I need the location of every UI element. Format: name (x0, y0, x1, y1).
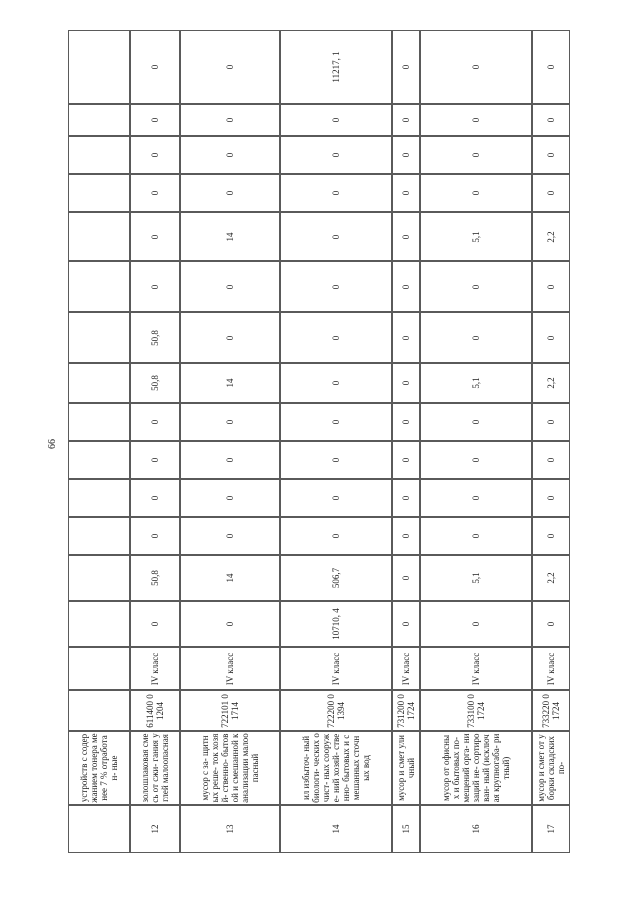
table-cell (420, 690, 532, 731)
cell-text: устройств с содержанием тонера менее 7 % отработан- ные (79, 733, 119, 803)
cell-text: 0 (471, 495, 481, 501)
cell-text: IV класс (225, 652, 235, 685)
cell-text: 0 (401, 117, 411, 123)
cell-text: 0 (225, 152, 235, 158)
cell-text: 15 (401, 824, 411, 834)
cell-text: 50,8 (150, 570, 160, 586)
table-cell (180, 601, 280, 647)
table-cell (280, 647, 392, 690)
cell-text: 0 (331, 419, 341, 425)
table-cell (130, 690, 180, 731)
table-cell (420, 441, 532, 479)
cell-text: 611400 01204 (145, 693, 165, 728)
table-cell (68, 312, 130, 363)
cell-text: 0 (225, 457, 235, 463)
table-cell (180, 312, 280, 363)
table-cell (532, 555, 570, 601)
cell-text: IV класс (471, 652, 481, 685)
table-cell (180, 174, 280, 212)
table-cell (68, 479, 130, 517)
cell-text: 0 (225, 284, 235, 289)
table-cell (130, 30, 180, 104)
table-cell (130, 261, 180, 312)
cell-text: 0 (225, 190, 235, 196)
cell-text: 0 (471, 152, 481, 158)
cell-text: 0 (546, 152, 556, 158)
cell-text: 0 (471, 533, 481, 539)
table-cell (130, 104, 180, 136)
table-cell (68, 601, 130, 647)
cell-text: 0 (471, 284, 481, 289)
table-cell (532, 104, 570, 136)
table-cell (130, 647, 180, 690)
cell-text: золошлаковая смесь от сжи- гания углей малоопасная (140, 733, 170, 803)
row-number-cell (420, 805, 532, 853)
table-cell (280, 30, 392, 104)
cell-text: 733100 01724 (466, 693, 486, 728)
table-cell (532, 479, 570, 517)
cell-text: 5,1 (471, 230, 481, 243)
cell-text: 0 (331, 117, 341, 123)
table-cell (420, 517, 532, 555)
cell-text: 50,8 (150, 329, 160, 346)
cell-text: мусор и смет уличный (396, 735, 416, 801)
table-cell (392, 30, 420, 104)
table-cell (68, 104, 130, 136)
cell-text: 0 (331, 335, 341, 340)
table-cell (180, 136, 280, 174)
cell-text: 0 (546, 457, 556, 463)
table-cell (392, 403, 420, 441)
cell-text: 0 (150, 457, 160, 463)
cell-text: 12 (150, 824, 160, 834)
table-cell (180, 647, 280, 690)
cell-text: 0 (401, 190, 411, 196)
row-number-cell (532, 805, 570, 853)
cell-text: 0 (401, 64, 411, 70)
cell-text: 0 (546, 533, 556, 539)
cell-text: 731200 01724 (396, 693, 416, 728)
table-cell (420, 30, 532, 104)
table-cell (68, 174, 130, 212)
cell-text: 0 (150, 621, 160, 627)
cell-text: 0 (401, 533, 411, 539)
cell-text: 0 (331, 495, 341, 501)
cell-text: 0 (546, 419, 556, 425)
cell-text: 0 (401, 335, 411, 340)
table-cell (532, 647, 570, 690)
row-number-cell (130, 805, 180, 853)
cell-text: 16 (471, 824, 481, 834)
table-cell (180, 104, 280, 136)
cell-text: 0 (331, 152, 341, 158)
cell-text: мусор с за- щитных реше- ток хозяй- ственно- бытовой и смешанной канализации малоопасный (200, 733, 260, 803)
cell-text: 0 (401, 575, 411, 581)
cell-text: IV класс (331, 652, 341, 685)
table-cell (68, 555, 130, 601)
cell-text: IV класс (546, 652, 556, 685)
table-cell (392, 441, 420, 479)
cell-text: 0 (546, 495, 556, 501)
cell-text: 0 (331, 457, 341, 463)
table-cell (130, 136, 180, 174)
cell-text: 0 (150, 495, 160, 501)
cell-text: 14 (331, 824, 341, 834)
table-cell (532, 517, 570, 555)
cell-text: 0 (401, 419, 411, 425)
cell-text: 2,2 (546, 377, 556, 389)
cell-text: 14 (225, 573, 235, 583)
table-cell (532, 136, 570, 174)
cell-text: 0 (150, 64, 160, 70)
cell-text: 506,7 (331, 567, 341, 589)
cell-text: 0 (546, 64, 556, 70)
cell-text: 0 (401, 234, 411, 239)
cell-text: 13 (225, 824, 235, 834)
table-cell (392, 212, 420, 261)
table-cell (420, 731, 532, 805)
cell-text: 0 (546, 190, 556, 196)
table-cell (392, 136, 420, 174)
table-cell (130, 479, 180, 517)
table-cell (130, 441, 180, 479)
cell-text: 0 (546, 117, 556, 123)
cell-text: 2,2 (546, 230, 556, 243)
table-cell (280, 312, 392, 363)
table-cell (180, 363, 280, 403)
table-cell (68, 517, 130, 555)
table-cell (392, 731, 420, 805)
table-cell (420, 136, 532, 174)
table-cell (532, 363, 570, 403)
table-cell (392, 479, 420, 517)
table-cell (532, 174, 570, 212)
table-cell (180, 690, 280, 731)
cell-text: 14 (225, 378, 235, 388)
table-cell (130, 517, 180, 555)
cell-text: 0 (471, 419, 481, 425)
table-cell (420, 212, 532, 261)
cell-text: 50,8 (150, 375, 160, 391)
table-cell (130, 174, 180, 212)
cell-text: 5,1 (471, 572, 481, 584)
table-cell (130, 312, 180, 363)
cell-text: 0 (150, 533, 160, 539)
table-cell (420, 363, 532, 403)
table-cell (280, 104, 392, 136)
table-cell (280, 690, 392, 731)
table-cell (180, 479, 280, 517)
table-cell (420, 174, 532, 212)
table-cell (280, 403, 392, 441)
table-cell (420, 601, 532, 647)
table-cell (68, 363, 130, 403)
cell-text: 722101 01714 (220, 693, 240, 728)
cell-text: 0 (471, 190, 481, 196)
cell-text: 0 (150, 419, 160, 425)
cell-text: 0 (225, 335, 235, 340)
cell-text: 0 (546, 335, 556, 340)
table-cell (68, 30, 130, 104)
table-cell (130, 403, 180, 441)
cell-text: 0 (331, 190, 341, 196)
table-cell (392, 312, 420, 363)
table-cell (392, 601, 420, 647)
cell-text: 2,2 (546, 572, 556, 584)
table-cell (392, 174, 420, 212)
table-cell (68, 136, 130, 174)
table-cell (420, 403, 532, 441)
cell-text: 14 (225, 232, 235, 241)
table-cell (130, 731, 180, 805)
row-number-cell (180, 805, 280, 853)
row-number-cell (280, 805, 392, 853)
table-cell (532, 731, 570, 805)
cell-text: 0 (401, 495, 411, 501)
cell-text: 11217, 1 (331, 51, 341, 83)
cell-text: 0 (225, 64, 235, 70)
table-cell (392, 690, 420, 731)
cell-text: 0 (471, 64, 481, 70)
table-cell (392, 363, 420, 403)
table-cell (420, 104, 532, 136)
cell-text: 0 (401, 380, 411, 386)
table-cell (420, 312, 532, 363)
table-cell (130, 601, 180, 647)
cell-text: 0 (225, 495, 235, 501)
table-cell (180, 30, 280, 104)
cell-text: 5,1 (471, 377, 481, 389)
table-cell (130, 555, 180, 601)
table-cell (420, 555, 532, 601)
table-cell (68, 731, 130, 805)
row-number-cell (68, 805, 130, 853)
table-cell (532, 403, 570, 441)
table-cell (68, 647, 130, 690)
table-cell (180, 212, 280, 261)
cell-text: мусор и смет от уборки складских по- (536, 734, 566, 802)
table-cell (180, 517, 280, 555)
cell-text: 722200 01394 (326, 693, 346, 728)
cell-text: 0 (471, 621, 481, 627)
table-cell (68, 690, 130, 731)
table-cell (68, 403, 130, 441)
table-cell (280, 441, 392, 479)
table-cell (280, 261, 392, 312)
table-cell (180, 441, 280, 479)
table-cell (280, 136, 392, 174)
table-cell (68, 441, 130, 479)
cell-text: 0 (401, 457, 411, 463)
table-cell (180, 731, 280, 805)
table-cell (532, 690, 570, 731)
cell-text: 0 (471, 335, 481, 340)
cell-text: 0 (150, 234, 160, 239)
table-cell (420, 261, 532, 312)
table-cell (180, 403, 280, 441)
table-cell (532, 601, 570, 647)
table-cell (392, 555, 420, 601)
cell-text: 0 (471, 117, 481, 123)
row-number-cell (392, 805, 420, 853)
cell-text: 0 (225, 117, 235, 123)
cell-text: 0 (331, 533, 341, 539)
table-cell (532, 441, 570, 479)
table-cell (280, 174, 392, 212)
table-cell (68, 261, 130, 312)
cell-text: IV класс (401, 652, 411, 685)
table-cell (532, 30, 570, 104)
table-cell (280, 601, 392, 647)
table-cell (420, 479, 532, 517)
table-cell (392, 261, 420, 312)
cell-text: ил избыточ- ный биологи- ческих очист- ных сооруже- ний хозяй- ственно- бытовых и смешанных сточных вод (301, 733, 371, 803)
table-cell (68, 212, 130, 261)
cell-text: 0 (225, 621, 235, 627)
cell-text: 10710, 4 (331, 608, 341, 640)
table-cell (532, 261, 570, 312)
cell-text: 17 (546, 824, 556, 834)
cell-text: IV класс (150, 652, 160, 685)
table-cell (280, 363, 392, 403)
cell-text: 0 (401, 621, 411, 627)
cell-text: 0 (331, 234, 341, 239)
cell-text: 0 (225, 419, 235, 425)
table-cell (280, 555, 392, 601)
table-cell (280, 517, 392, 555)
cell-text: 0 (150, 152, 160, 158)
table-cell (280, 479, 392, 517)
table-cell (532, 212, 570, 261)
cell-text: 733220 01724 (541, 693, 561, 728)
cell-text: 0 (401, 152, 411, 158)
table-cell (180, 261, 280, 312)
table-cell (130, 212, 180, 261)
table-cell (392, 647, 420, 690)
cell-text: 0 (150, 284, 160, 289)
cell-text: 0 (225, 533, 235, 539)
table-cell (392, 517, 420, 555)
cell-text: 0 (150, 190, 160, 196)
page-number: 66 (47, 439, 58, 449)
cell-text: 0 (546, 284, 556, 289)
table-cell (280, 731, 392, 805)
cell-text: 0 (471, 457, 481, 463)
cell-text: 0 (331, 284, 341, 289)
table-cell (532, 312, 570, 363)
cell-text: 0 (150, 117, 160, 123)
table-cell (392, 104, 420, 136)
cell-text: 0 (331, 380, 341, 386)
table-cell (180, 555, 280, 601)
cell-text: 0 (546, 621, 556, 627)
cell-text: мусор от офисных и бытовых по- мещений орга- низаций не- сортирован- ный (исключая крупногаба- ритный) (441, 733, 511, 803)
table-cell (420, 647, 532, 690)
table-cell (130, 363, 180, 403)
cell-text: 0 (401, 284, 411, 289)
table-cell (280, 212, 392, 261)
